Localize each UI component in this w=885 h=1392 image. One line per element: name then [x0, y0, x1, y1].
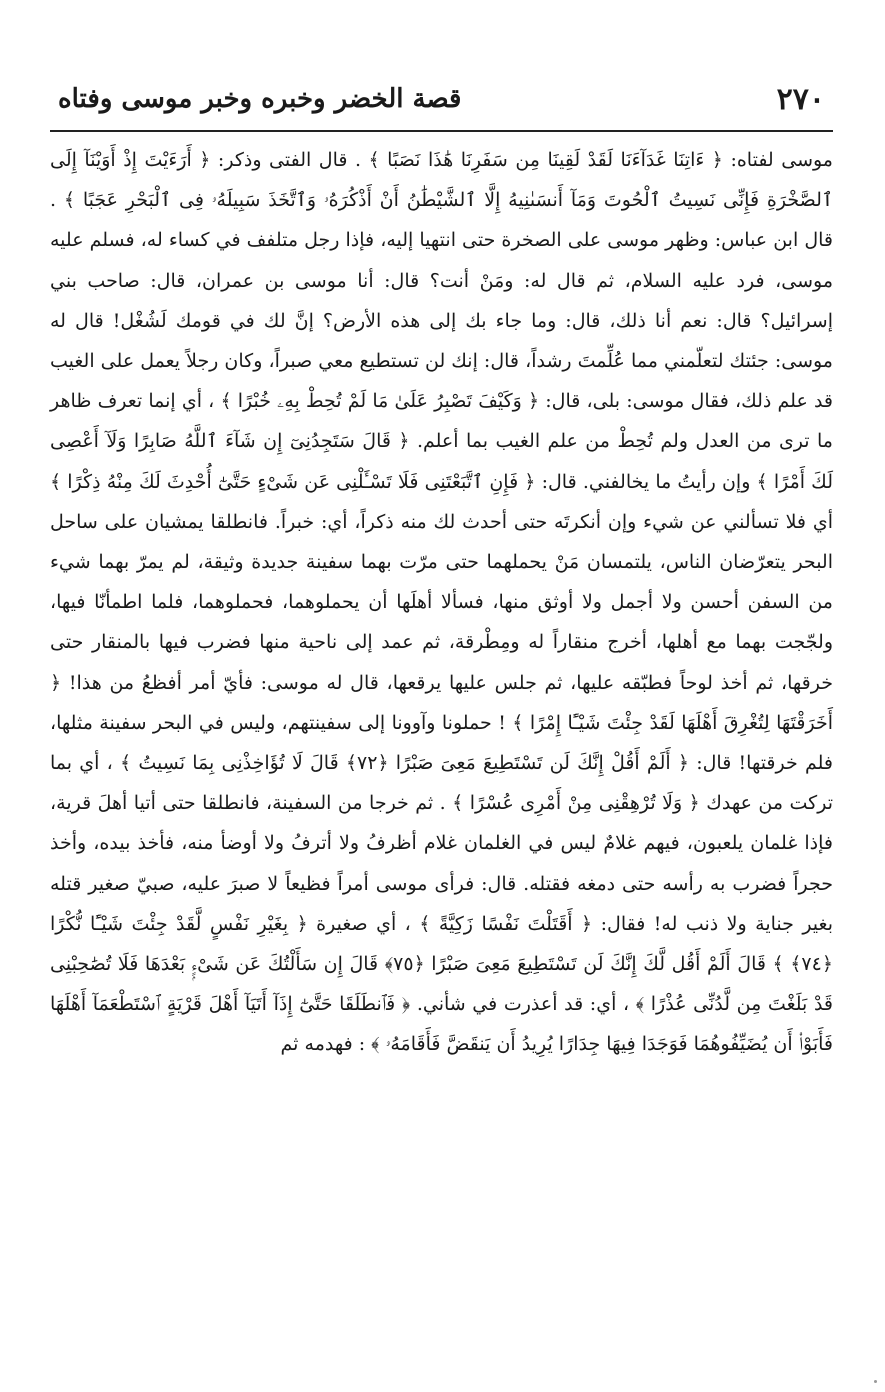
scan-speck [874, 1380, 877, 1383]
body-paragraph: موسى لفتاه: ﴿ ءَاتِنَا غَدَآءَنَا لَقَدْ لَقِينَا مِن سَفَرِنَا هَٰذَا نَصَبًا ﴾ . قال الفتى وذكر: ﴿ أَرَءَيْتَ إِذْ أَوَيْنَآ إِلَى ٱلصَّخْرَةِ فَإِنِّى نَسِيتُ ٱلْحُوتَ وَمَآ أَنسَىٰنِيهُ إِلَّا ٱلشَّيْطَٰنُ أَنْ أَذْكُرَهُۥ وَٱتَّخَذَ سَبِيلَهُۥ فِى ٱلْبَحْرِ عَجَبًا ﴾ . قال ابن عباس: وظهر موسى على الصخرة حتى انتهيا إليه، فإذا رجل متلفف في كساء له، فسلم عليه موسى، فرد عليه السلام، ثم قال له: ومَنْ أنت؟ قال: أنا موسى بن عمران، قال: صاحب بني إسرائيل؟ قال: نعم أنا ذلك، قال: وما جاء بك إلى هذه الأرض؟ إنَّ لك في قومك لَشُغْل! قال له موسى: جئتك لتعلّمني مما عُلِّمتَ رشداً، قال: إنك لن تستطيع معي صبراً، وكان رجلاً يعمل على الغيب قد علم ذلك، فقال موسى: بلى، قال: ﴿ وَكَيْفَ تَصْبِرُ عَلَىٰ مَا لَمْ تُحِطْ بِهِۦ خُبْرًا ﴾ ، أي إنما تعرف ظاهر ما ترى من العدل ولم تُحِطْ من علم الغيب بما أعلم. ﴿ قَالَ سَتَجِدُنِىٓ إِن شَآءَ ٱللَّهُ صَابِرًا وَلَآ أَعْصِى لَكَ أَمْرًا ﴾ وإن رأيتُ ما يخالفني. قال: ﴿ فَإِنِ ٱتَّبَعْتَنِى فَلَا تَسْـَٔلْنِى عَن شَىْءٍ حَتَّىٰٓ أُحْدِثَ لَكَ مِنْهُ ذِكْرًا ﴾ أي فلا تسألني عن شيء وإن أنكرتَه حتى أحدث لك منه ذكراً، أي: خبراً. فانطلقا يمشيان على ساحل البحر يتعرّضان الناس، يلتمسان مَنْ يحملهما حتى مرّت بهما سفينة جديدة وثيقة، لم يمرّ بهما شيء من السفن أحسن ولا أجمل ولا أوثق منها، فسألا أهلَها أن يحملوهما، فحملوهما، فلما اطمأنّا فيها، ولجّجت بهما مع أهلها، أخرج منقاراً له ومِطْرقة، ثم عمد إلى ناحية منها فضرب فيها بالمنقار حتى خرقها، ثم أخذ لوحاً فطبّقه عليها، ثم جلس عليها يرقعها، قال له موسى: فأيّ أمر أفظعُ من هذا! ﴿ أَخَرَقْتَهَا لِتُغْرِقَ أَهْلَهَا لَقَدْ جِئْتَ شَيْـًٔا إِمْرًا ﴾ ! حملونا وآوونا إلى سفينتهم، وليس في البحر سفينة مثلها، فلم خرقتها! قال: ﴿ أَلَمْ أَقُلْ إِنَّكَ لَن تَسْتَطِيعَ مَعِىَ صَبْرًا ﴿٧٢﴾ قَالَ لَا تُؤَاخِذْنِى بِمَا نَسِيتُ ﴾ ، أي بما تركت من عهدك ﴿ وَلَا تُرْهِقْنِى مِنْ أَمْرِى عُسْرًا ﴾ . ثم خرجا من السفينة، فانطلقا حتى أتيا أهلَ قرية، فإذا غلمان يلعبون، فيهم غلامٌ ليس في الغلمان غلام أظرفُ ولا أترفُ ولا أوضأ منه، فأخذ بيده، وأخذ حجراً فضرب به رأسه حتى دمغه فقتله. قال: فرأى موسى أمراً فظيعاً لا صبرَ عليه، صبيّ صغير قتله بغير جناية ولا ذنب له! فقال: ﴿ أَقَتَلْتَ نَفْسًا زَكِيَّةً ﴾ ، أي صغيرة ﴿ بِغَيْرِ نَفْسٍ لَّقَدْ جِئْتَ شَيْـًٔا نُّكْرًا ﴿٧٤﴾ ﴾ قَالَ أَلَمْ أَقُل لَّكَ إِنَّكَ لَن تَسْتَطِيعَ مَعِىَ صَبْرًا ﴿٧٥﴾ قَالَ إِن سَأَلْتُكَ عَن شَىْءٍۭ بَعْدَهَا فَلَا تُصَٰحِبْنِى قَدْ بَلَغْتَ مِن لَّدُنِّى عُذْرًا ﴾ ، أي: قد أعذرت في شأني. ﴿ فَٱنطَلَقَا حَتَّىٰٓ إِذَآ أَتَيَآ أَهْلَ قَرْيَةٍ ٱسْتَطْعَمَآ أَهْلَهَا فَأَبَوْا۟ أَن يُضَيِّفُوهُمَا فَوَجَدَا فِيهَا جِدَارًا يُرِيدُ أَن يَنقَضَّ فَأَقَامَهُۥ ﴾ : فهدمه ثم [50, 149, 834, 1056]
header-rule [50, 130, 833, 132]
page-header [50, 80, 833, 132]
running-title: قصة الخضر وخبره وخبر موسى وفتاه [58, 84, 462, 114]
body-text [50, 140, 833, 1362]
page-number: ٢٧٠ [776, 82, 825, 117]
